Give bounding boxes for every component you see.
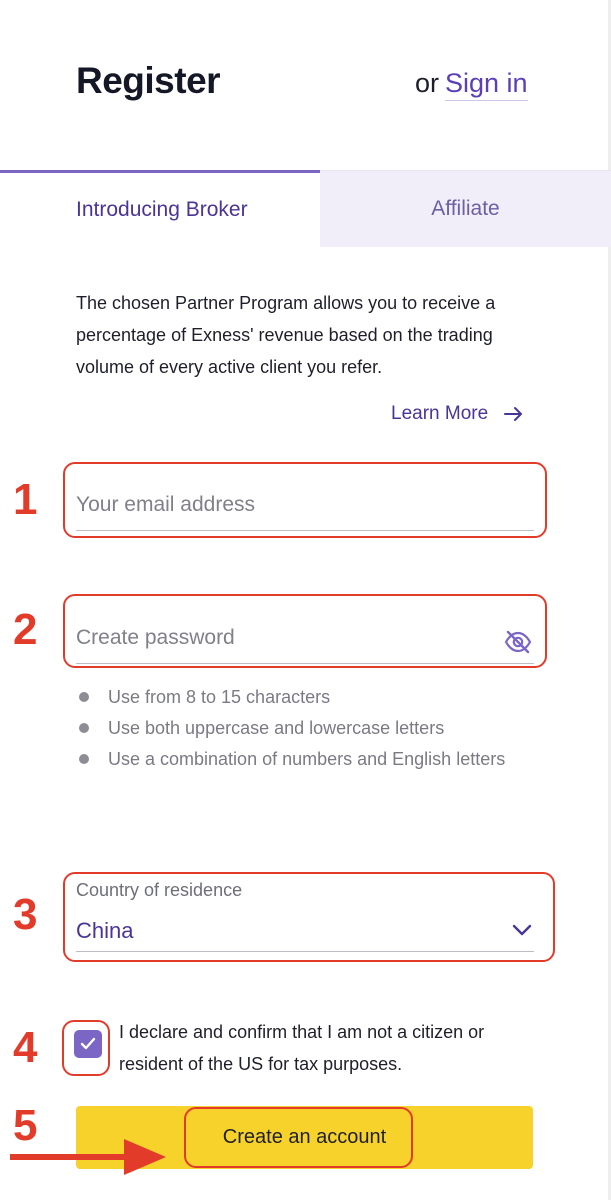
or-text: or xyxy=(415,68,440,98)
password-rule xyxy=(76,715,526,741)
email-field-wrapper xyxy=(76,493,534,531)
pointer-arrow-icon xyxy=(10,1135,170,1179)
bullet-icon xyxy=(79,754,89,764)
bullet-icon xyxy=(79,692,89,702)
partner-program-tabs xyxy=(0,170,611,247)
step-number-3: 3 xyxy=(13,890,38,939)
tab-introducing-broker[interactable]: Introducing Broker xyxy=(0,170,320,247)
password-input[interactable] xyxy=(76,626,476,650)
tab-affiliate[interactable]: Affiliate xyxy=(320,170,611,247)
sign-in-link[interactable]: Sign in xyxy=(445,68,528,101)
password-rule xyxy=(76,746,526,772)
checkmark-icon xyxy=(80,1037,96,1050)
password-field-wrapper xyxy=(76,626,534,664)
program-description: The chosen Partner Program allows you to receive a percentage of Exness' revenue based on the trading volume of every active client you refer. xyxy=(76,293,496,377)
step-number-4: 4 xyxy=(13,1023,38,1072)
password-rule-text: Use a combination of numbers and English letters xyxy=(108,749,506,769)
country-select[interactable] xyxy=(76,915,534,952)
arrow-right-icon xyxy=(504,406,524,422)
country-label: Country of residence xyxy=(76,880,243,900)
learn-more-label: Learn More xyxy=(391,403,489,424)
email-input[interactable] xyxy=(76,493,476,517)
us-declaration-checkbox[interactable] xyxy=(74,1030,102,1058)
create-account-button[interactable]: Create an account xyxy=(76,1106,533,1169)
chevron-down-icon xyxy=(512,923,532,937)
password-rule-text: Use from 8 to 15 characters xyxy=(108,687,331,707)
bullet-icon xyxy=(79,723,89,733)
step-number-1: 1 xyxy=(13,475,38,524)
page-title: Register xyxy=(76,60,221,101)
declaration-text: I declare and confirm that I am not a citizen or resident of the US for tax purposes. xyxy=(119,1022,485,1074)
eye-off-icon[interactable] xyxy=(504,630,532,654)
step-number-5: 5 xyxy=(13,1101,38,1150)
learn-more-link[interactable] xyxy=(391,403,524,425)
signin-prompt xyxy=(415,68,528,99)
step-number-2: 2 xyxy=(13,605,38,654)
password-rule xyxy=(76,684,526,710)
password-rules xyxy=(76,684,526,777)
password-rule-text: Use both uppercase and lowercase letters xyxy=(108,718,445,738)
country-value: China xyxy=(76,918,134,943)
